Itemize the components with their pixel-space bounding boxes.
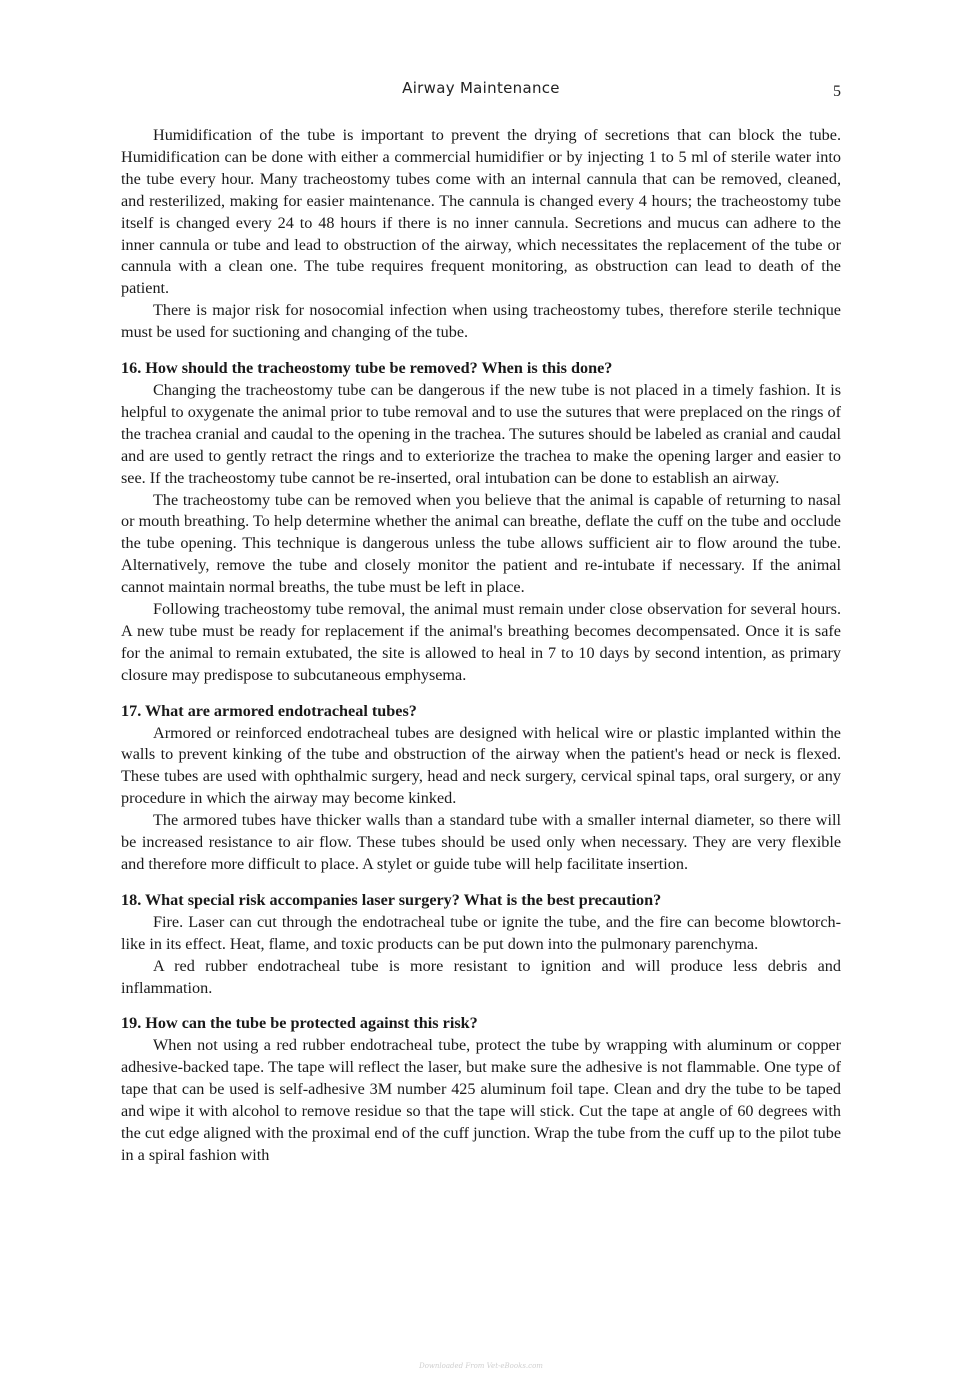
- question-18-section: [121, 890, 841, 1000]
- paragraph: A red rubber endotracheal tube is more resistant to ignition and will produce less debris and inflammation.: [121, 956, 841, 997]
- watermark-footer: Downloaded From Vet-eBooks.com: [419, 1362, 543, 1370]
- running-header: [121, 78, 841, 102]
- question-heading: 17. What are armored endotracheal tubes?: [121, 701, 417, 720]
- page-body: [121, 125, 841, 1167]
- paragraph: Following tracheostomy tube removal, the animal must remain under close observation for several hours. A new tube must be ready for replacement if the animal's breathing becomes decompensated. Once it is safe for the animal to remain extubated, the site is allowed to heal in 7 to 10 days by second intention, as primary closure may predispose to subcutaneous emphysema.: [121, 600, 841, 684]
- question-19-section: [121, 1013, 841, 1166]
- paragraph: When not using a red rubber endotracheal tube, protect the tube by wrapping with aluminum or copper adhesive-backed tape. The tape will reflect the laser, but make sure the adhesive is not flammable. One type of tape that can be used is self-adhesive 3M number 425 aluminum foil tape. Clean and dry the tube to be taped and wipe it with alcohol to remove residue so that the tape will stick. Cut the tape at angle of 60 degrees with the cut edge aligned with the proximal end of the cuff junction. Wrap the tube from the cuff up to the pilot tube in a spiral fashion with: [121, 1036, 841, 1164]
- question-heading: 19. How can the tube be protected against this risk?: [121, 1014, 478, 1033]
- page-number: 5: [833, 83, 841, 100]
- paragraph: Armored or reinforced endotracheal tubes are designed with helical wire or plastic implanted within the walls to prevent kinking of the tube and obstruction of the airway when the patient's head or neck is flexed. These tubes are used with ophthalmic surgery, head and neck surgery, cervical spinal taps, oral surgery, or any procedure in which the airway may become kinked.: [121, 723, 841, 808]
- paragraph: Fire. Laser can cut through the endotracheal tube or ignite the tube, and the fire can become blowtorch-like in its effect. Heat, flame, and toxic products can be put down into the pulmonary parenchyma.: [121, 912, 841, 953]
- paragraph: The tracheostomy tube can be removed when you believe that the animal is capable of returning to nasal or mouth breathing. To help determine whether the animal can breathe, deflate the cuff on the tube and occlude the tube opening. This technique is dangerous unless the tube allows sufficient air to flow around the tube. Alternatively, remove the tube and closely monitor the patient and re-intubate if necessary. If the animal cannot maintain normal breaths, the tube must be left in place.: [121, 490, 841, 597]
- question-16-section: [121, 358, 841, 687]
- paragraph: Changing the tracheostomy tube can be dangerous if the new tube is not placed in a timely fashion. It is helpful to oxygenate the animal prior to tube removal and to use the sutures that were preplaced on the rings of the trachea cranial and caudal to the opening in the trachea. The sutures should be labeled as cranial and caudal and are used to gently retract the rings and to exteriorize the trachea to make the opening larger and easier to see. If the tracheostomy tube cannot be re-inserted, oral intubation can be done to establish an airway.: [121, 380, 841, 487]
- question-heading: 18. What special risk accompanies laser surgery? What is the best precaution?: [121, 890, 662, 909]
- paragraph: Humidification of the tube is important to prevent the drying of secretions that can block the tube. Humidification can be done with either a commercial humidifier or by injecting 1 to 5 ml of sterile water into the tube every hour. Many tracheostomy tubes come with an internal cannula that can be removed, cleaned, and resterilized, making for easier maintenance. The cannula is changed every 4 hours; the tracheostomy tube itself is changed every 24 to 48 hours if there is no inner cannula. Secretions and mucus can adhere to the inner cannula or tube and lead to obstruction of the airway, which necessitates the replacement of the tube or cannula with a clean one. The tube requires frequent monitoring, as obstruction can lead to death of the patient.: [121, 126, 841, 298]
- running-title: Airway Maintenance: [402, 79, 560, 97]
- paragraph: There is major risk for nosocomial infection when using tracheostomy tubes, therefore sterile technique must be used for suctioning and changing of the tube.: [121, 301, 841, 342]
- paragraph: The armored tubes have thicker walls than a standard tube with a smaller internal diameter, so there will be increased resistance to air flow. These tubes should be used only when necessary. They are very flexible and therefore more difficult to place. A stylet or guide tube will help facilitate insertion.: [121, 811, 841, 873]
- question-heading: 16. How should the tracheostomy tube be removed? When is this done?: [121, 359, 613, 378]
- book-page: [121, 0, 841, 1375]
- question-17-section: [121, 701, 841, 876]
